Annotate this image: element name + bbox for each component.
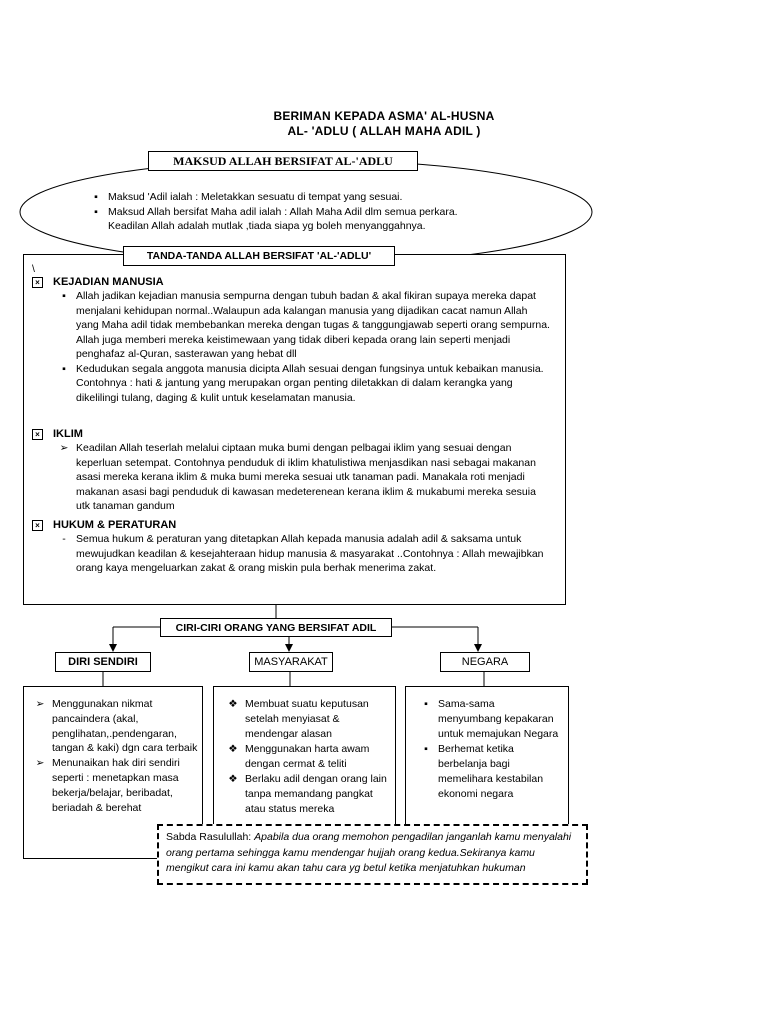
section-iklim [32,428,552,514]
column-label-masyarakat: MASYARAKAT [249,652,333,672]
checkbox-icon: × [32,277,43,288]
list-item: ▪ Maksud Allah bersifat Maha adil ialah : Allah Maha Adil dlm semua perkara. [94,205,458,218]
section-heading: HUKUM & PERATURAN [53,519,177,531]
list-item: ▪ Sama-sama menyumbang kepakaran untuk memajukan Negara [424,698,559,740]
list-item: ❖ Membuat suatu keputusan setelah menyiasat & mendengar alasan [228,698,369,740]
tanda-label: TANDA-TANDA ALLAH BERSIFAT 'AL-'ADLU' [123,246,395,266]
column-content-diri [32,697,198,815]
list-item: ▪ Berhemat ketika berbelanja bagi memelihara kestabilan ekonomi negara [424,743,544,800]
list-item: ▪ Maksud 'Adil ialah : Meletakkan sesuatu di tempat yang sesuai. [94,191,403,203]
sabda-prefix: Sabda Rasulullah: [166,831,255,843]
arrow-down-icon [109,644,117,652]
backslash-mark: \ [32,263,35,275]
list-item: ▪ Kedudukan segala anggota manusia dicipta Allah sesuai dengan fungsinya untuk kebaikan manusia. Contohnya : hati & jantung yang merupakan organ penting diletakkan di dalam kerangka yang dikelilingi tulang, daging & kulit untuk keselamatan manusia. [62,362,544,404]
sabda-text: Apabila dua orang memohon pengadilan janganlah kamu menyalahi orang pertama sehingga kamu mendengar hujjah orang kedua.Sekiranya kamu mengikut cara ini kamu akan tahu cara yg betul ketika menjatuhkan hukuman [166,831,572,874]
maksud-content [88,190,508,234]
list-item: ➢ Menunaikan hak diri sendiri seperti : menetapkan masa bekerja/belajar, beribadat, beriadah & berehat [35,757,180,814]
section-hukum [32,519,552,576]
list-item: ▪ Allah jadikan kejadian manusia sempurna dengan tubuh badan & akal fikiran supaya mereka dapat menjalani kehidupan normal..Walaupun ada kalangan manusia yang dijadikan cacat namun Allah yang Maha adil tidak membebankan mereka dengan tugas & tanggungjawab seperti orang sempurna. Allah juga memberi mereka keistimewaan yang tidak diberi kepada orang lain seperti menjadi penghafaz al-Quran, sasterawan yang hebat dll [62,290,550,360]
column-label-negara: NEGARA [440,652,530,672]
list-item: - Semua hukum & peraturan yang ditetapkan Allah kepada manusia adalah adil & saksama untuk mewujudkan keadilan & kesejahteraan hidup manusia & masyarakat ..Contohnya : Allah mewajibkan orang kaya mengeluarkan zakat & orang miskin pula berhak menerima zakat. [62,533,544,574]
list-item: ❖ Menggunakan harta awam dengan cermat & teliti [228,743,370,770]
ciri-label: CIRI-CIRI ORANG YANG BERSIFAT ADIL [160,618,392,637]
column-content-negara [418,697,560,802]
page-title: BERIMAN KEPADA ASMA' AL-HUSNA [273,109,495,123]
checkbox-icon: × [32,429,43,440]
arrow-down-icon [474,644,482,652]
checkbox-icon: × [32,520,43,531]
section-heading: IKLIM [53,428,83,440]
section-kejadian [32,276,552,405]
list-item: ➢ Menggunakan nikmat pancaindera (akal, penglihatan,.pendengaran, tangan & kaki) dgn cara terbaik [35,698,198,755]
sabda-box [157,824,588,885]
list-item: ❖ Berlaku adil dengan orang lain tanpa memandang pangkat atau status mereka [228,773,387,815]
arrow-down-icon [285,644,293,652]
column-content-masyarakat [225,697,393,817]
maksud-extra: Keadilan Allah adalah mutlak ,tiada siapa yg boleh menyanggahnya. [108,220,426,232]
column-label-diri: DIRI SENDIRI [55,652,151,672]
list-item: ➢ Keadilan Allah teserlah melalui ciptaan muka bumi dengan pelbagai iklim yang sesuai dengan keperluan setempat. Contohnya penduduk di iklim khatulistiwa menjasdikan nasi sebagai makanan asasi mereka kerana iklim & muka bumi mereka sesuai utk tanaman padi. Manakala roti menjadi makanan asasi bagi penduduk di kawasan medeterenean kerana iklim & mukabumi mereka sesuia utk tanaman gandum [59,442,536,512]
page-subtitle: AL- 'ADLU ( ALLAH MAHA ADIL ) [287,124,481,138]
section-heading: KEJADIAN MANUSIA [53,276,164,288]
maksud-label: MAKSUD ALLAH BERSIFAT AL-'ADLU [148,151,418,171]
